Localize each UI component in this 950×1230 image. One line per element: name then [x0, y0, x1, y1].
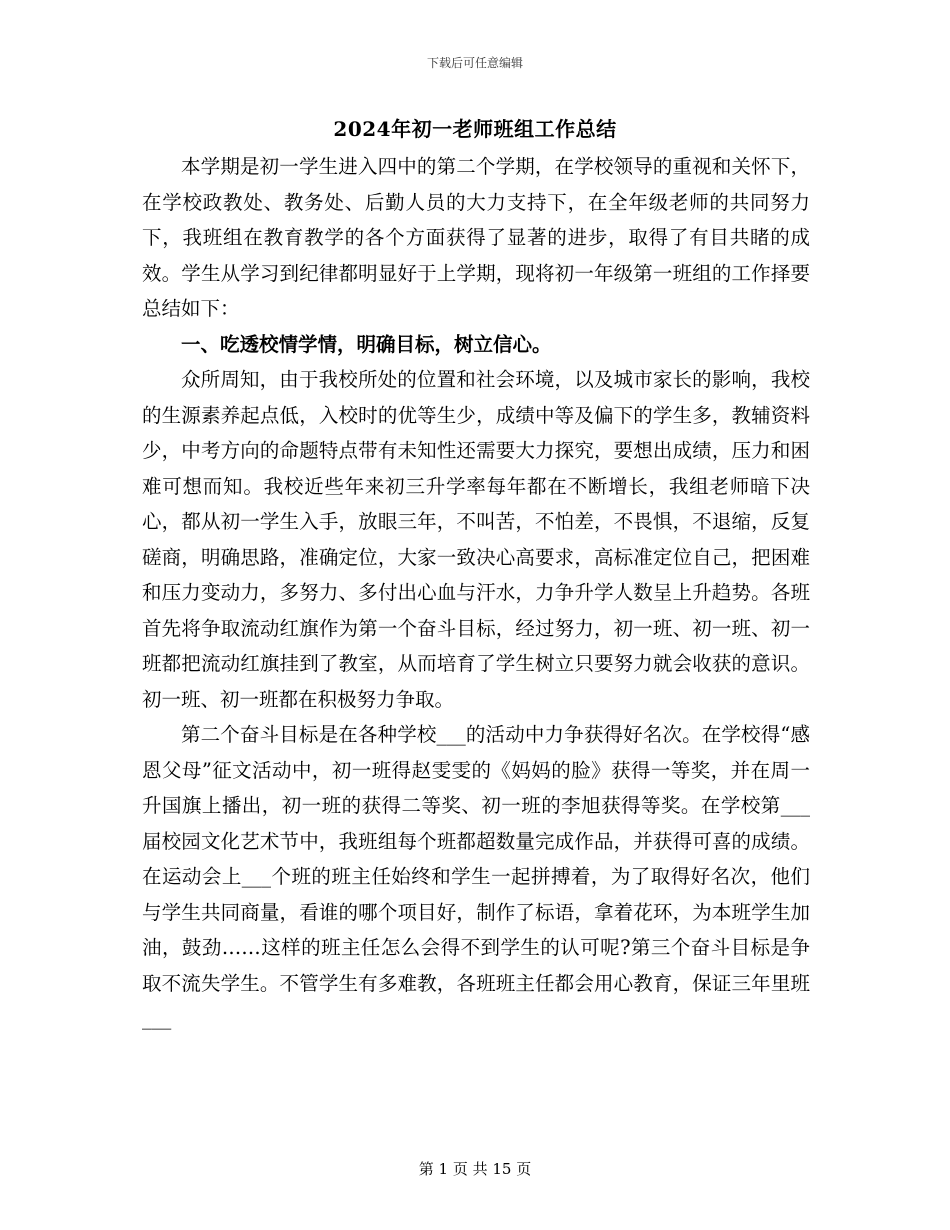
header-note: 下载后可任意编辑	[426, 56, 523, 70]
document-title: 2024年初一老师班组工作总结	[333, 117, 617, 141]
page-number: 第 1 页 共 15 页	[418, 1160, 532, 1178]
section-heading-1: 一、吃透校情学情，明确目标，树立信心。	[181, 332, 552, 356]
paragraph-intro: 本学期是初一学生进入四中的第二个学期，在学校领导的重视和关怀下，在学校政教处、教务处、后勤人员的大力支持下，在全年级老师的共同努力下，我班组在教育教学的各个方面获得了显著的进步，取得了有目共睹的成效。学生从学习到纪律都明显好于上学期，现将初一年级第一班组的工作择要总结如下：	[142, 155, 810, 320]
document-body	[142, 149, 810, 1037]
paragraph-section1-body: 众所周知，由于我校所处的位置和社会环境，以及城市家长的影响，我校的生源素养起点低，入校时的优等生少，成绩中等及偏下的学生多，教辅资料少，中考方向的命题特点带有未知性还需要大力探究，要想出成绩，压力和困难可想而知。我校近些年来初三升学率每年都在不断增长，我组老师暗下决心，都从初一学生入手，放眼三年，不叫苦，不怕差，不畏惧，不退缩，反复磋商，明确思路，准确定位，大家一致决心高要求，高标准定位自己，把困难和压力变动力，多努力、多付出心血与汗水，力争升学人数呈上升趋势。各班首先将争取流动红旗作为第一个奋斗目标，经过努力，初一班、初一班、初一班都把流动红旗挂到了教室，从而培育了学生树立只要努力就会收获的意识。初一班、初一班都在积极努力争取。	[142, 368, 810, 711]
paragraph-second-goal: 第二个奋斗目标是在各种学校___的活动中力争获得好名次。在学校得“感恩父母”征文活动中，初一班得赵雯雯的《妈妈的脸》获得一等奖，并在周一升国旗上播出，初一班的获得二等奖、初一班的李旭获得等奖。在学校第___届校园文化艺术节中，我班组每个班都超数量完成作品，并获得可喜的成绩。在运动会上___个班的班主任始终和学生一起拼搏着，为了取得好名次，他们与学生共同商量，看谁的哪个项目好，制作了标语，拿着花环，为本班学生加油，鼓劲……这样的班主任怎么会得不到学生的认可呢?第三个奋斗目标是争取不流失学生。不管学生有多难教，各班班主任都会用心教育，保证三年里班___	[142, 723, 810, 1030]
